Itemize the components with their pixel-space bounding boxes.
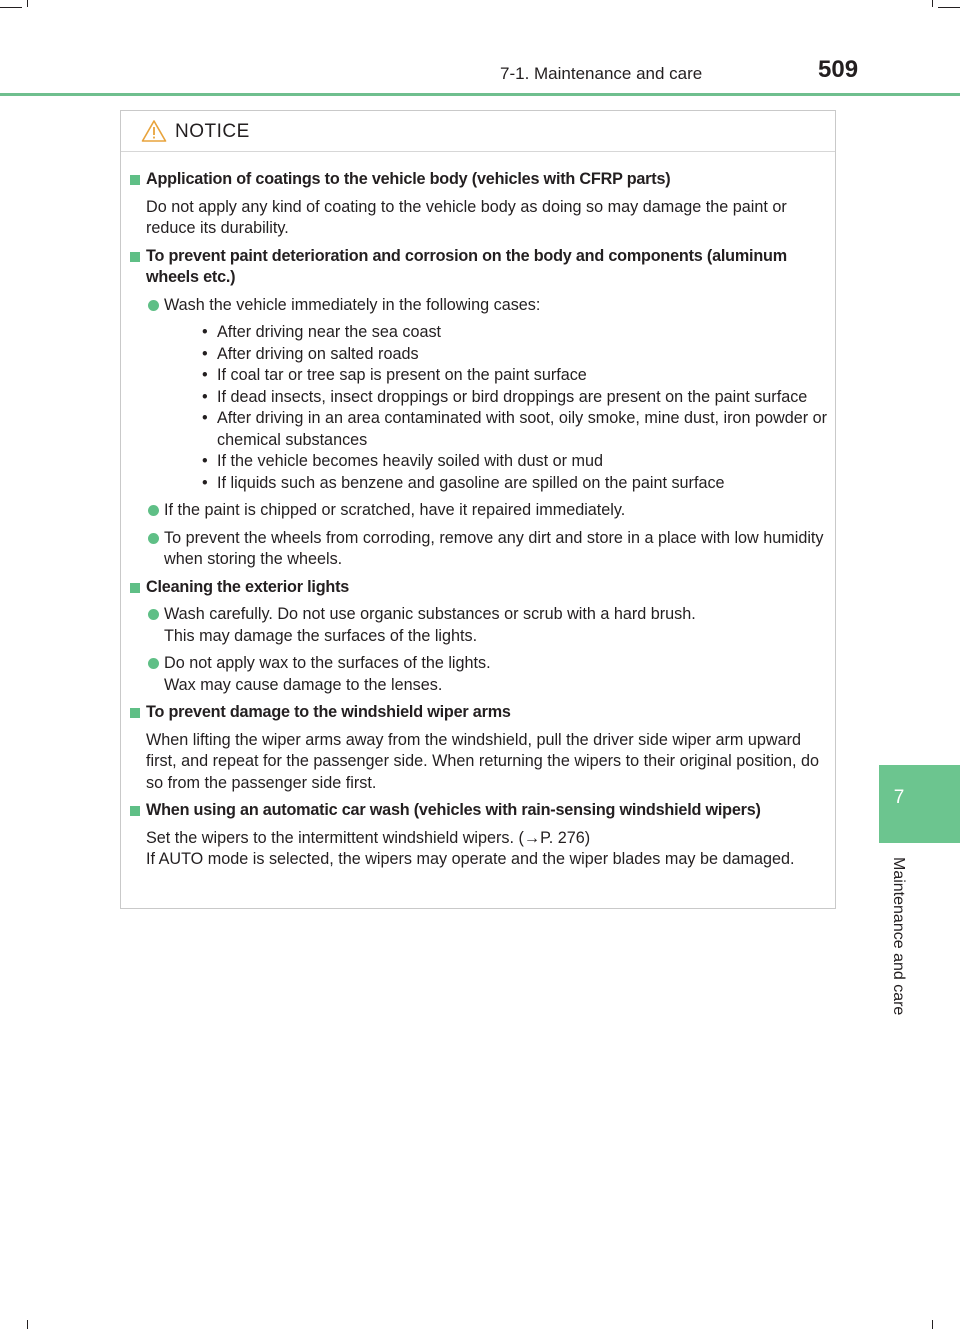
bullet-text: If the paint is chipped or scratched, have it repaired immediately. — [164, 501, 626, 519]
notice-header — [121, 111, 835, 152]
header-rule — [0, 93, 960, 96]
bullet-item — [129, 653, 831, 696]
section-heading — [129, 169, 831, 191]
section-heading — [129, 246, 831, 289]
sub-list — [164, 322, 831, 494]
sub-list-text: After driving on salted roads — [217, 344, 419, 363]
notice-body — [129, 169, 831, 877]
notice-section — [129, 246, 831, 571]
bullet-item — [129, 500, 831, 522]
section-text-line: Set the wipers to the intermittent windshield wipers. (→P. 276) — [146, 828, 591, 847]
sub-list-item — [164, 408, 831, 451]
chapter-tab — [879, 765, 960, 843]
page-number: 509 — [818, 56, 859, 83]
notice-box — [120, 110, 836, 909]
section-title: 7-1. Maintenance and care — [500, 64, 703, 83]
square-bullet-icon — [130, 806, 140, 816]
chapter-label: Maintenance and care — [890, 857, 907, 1016]
bullet-text: Wash carefully. Do not use organic substances or scrub with a hard brush. — [164, 605, 696, 623]
circle-bullet-icon — [148, 658, 159, 669]
bullet-text: Wax may cause damage to the lenses. — [164, 675, 443, 694]
section-text — [129, 828, 831, 871]
section-heading — [129, 577, 831, 599]
sub-list-text: If liquids such as benzene and gasoline are spilled on the paint surface — [217, 473, 725, 492]
sub-list-item — [164, 322, 831, 344]
chapter-number: 7 — [893, 787, 905, 808]
warning-triangle-icon — [141, 119, 167, 148]
sub-list-text: If the vehicle becomes heavily soiled with dust or mud — [217, 452, 603, 470]
circle-bullet-icon — [148, 505, 159, 516]
sub-list-item — [164, 344, 831, 366]
circle-bullet-icon — [148, 533, 159, 544]
circle-bullet-icon — [148, 300, 159, 311]
sub-list-item — [164, 387, 831, 409]
bullet-text: This may damage the surfaces of the lights. — [164, 626, 478, 645]
bullet-item — [129, 295, 831, 495]
bullet-text: To prevent the wheels from corroding, remove any dirt and store in a place with low humidity when storing the wheels. — [164, 528, 824, 568]
square-bullet-icon — [130, 583, 140, 593]
middot-icon: • — [202, 323, 208, 341]
notice-section — [129, 577, 831, 697]
sub-list-item — [164, 451, 831, 473]
section-heading-text: To prevent damage to the windshield wiper arms — [146, 703, 511, 721]
middot-icon: • — [202, 409, 208, 427]
middot-icon: • — [202, 452, 208, 470]
middot-icon: • — [202, 344, 208, 363]
sub-list-item — [164, 473, 831, 495]
bullet-text: Wash the vehicle immediately in the following cases: — [164, 295, 541, 314]
section-heading-text: When using an automatic car wash (vehicles with rain-sensing windshield wipers) — [146, 801, 761, 819]
section-text — [129, 197, 831, 240]
crop-mark — [27, 1320, 28, 1329]
bullet-item — [129, 604, 831, 647]
section-text-line: When lifting the wiper arms away from the windshield, pull the driver side wiper arm upward first, and repeat for the passenger side. When returning the wipers to their original position, do so from the passenger side first. — [146, 730, 820, 792]
notice-section — [129, 702, 831, 794]
page-header — [0, 0, 960, 100]
bullet-text: Do not apply wax to the surfaces of the lights. — [164, 654, 491, 672]
middot-icon: • — [202, 366, 208, 384]
sub-list-text: If dead insects, insect droppings or bird droppings are present on the paint surface — [217, 387, 808, 406]
middot-icon: • — [202, 473, 208, 492]
sub-list-text: After driving near the sea coast — [217, 323, 442, 341]
sub-list-text: After driving in an area contaminated with soot, oily smoke, mine dust, iron powder or chemical substances — [217, 409, 828, 449]
notice-section — [129, 800, 831, 871]
section-text-line: Do not apply any kind of coating to the vehicle body as doing so may damage the paint or reduce its durability. — [146, 197, 787, 237]
middot-icon: • — [202, 387, 208, 406]
section-text — [129, 730, 831, 795]
notice-title: NOTICE — [175, 121, 250, 142]
circle-bullet-icon — [148, 609, 159, 620]
section-heading — [129, 800, 831, 822]
section-text-line: If AUTO mode is selected, the wipers may operate and the wiper blades may be damaged. — [146, 850, 795, 868]
square-bullet-icon — [130, 252, 140, 262]
notice-section — [129, 169, 831, 240]
crop-mark — [932, 1320, 933, 1329]
square-bullet-icon — [130, 175, 140, 185]
section-heading — [129, 702, 831, 724]
sub-list-item — [164, 365, 831, 387]
bullet-item — [129, 528, 831, 571]
sub-list-text: If coal tar or tree sap is present on the paint surface — [217, 366, 587, 384]
section-heading-text: To prevent paint deterioration and corrosion on the body and components (aluminum wheels etc.) — [146, 246, 787, 286]
section-heading-text: Application of coatings to the vehicle body (vehicles with CFRP parts) — [146, 170, 671, 188]
square-bullet-icon — [130, 708, 140, 718]
section-heading-text: Cleaning the exterior lights — [146, 577, 350, 596]
